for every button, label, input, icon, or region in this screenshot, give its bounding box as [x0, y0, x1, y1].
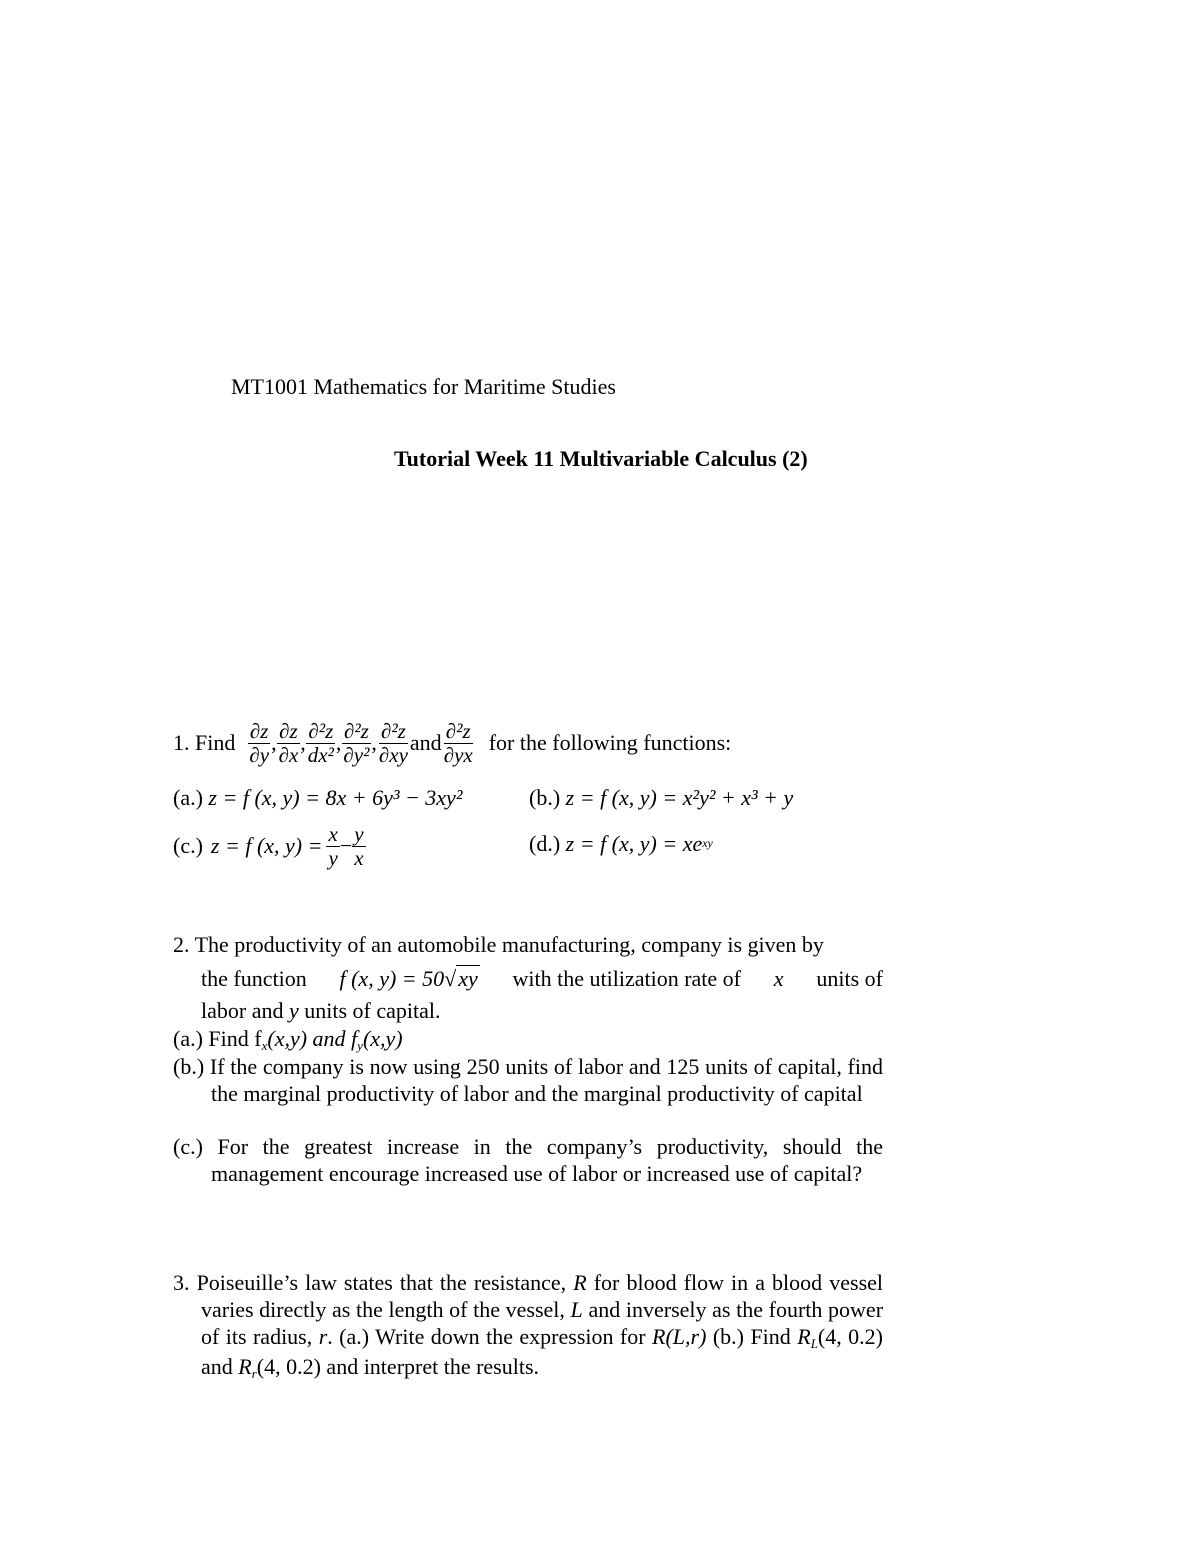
q2-part-a: (a.) Find $f_x(x,y)$ and $f_y(x,y)$ — [173, 1026, 403, 1053]
q1-part-c: (c.) z = f (x, y) = $\frac{x}{y}$ − $\frac{y}{x}$ — [173, 822, 364, 870]
q1-and: and — [409, 730, 442, 755]
q1-suffix: for the following functions: — [488, 730, 732, 755]
fraction-d2z-dxy: $\frac{\text{∂²z}}{\partial xy}$ — [378, 719, 408, 767]
course-title: MT1001 Mathematics for Maritime Studies — [231, 374, 616, 399]
page-title: Tutorial Week 11 Multivariable Calculus (2) — [394, 446, 808, 471]
q1-part-b: (b.) z = f (x, y) = x²y² + x³ + y — [529, 785, 794, 810]
fraction-d2z-dy2: $\frac{\text{∂²z}}{\text{∂y²}}$ — [343, 719, 370, 767]
question-3: 3. Poiseuille’s law states that the resistance, R for blood flow in a blood vessel varies directly as the length of the vessel, L and inversely as the fourth power of its radius, r. (a.) Write down the expression for R(L,r) (b.) Find $R_L(4$, 0.2) and $R_r(4$, 0.2) and interpret the results. — [173, 1270, 884, 1381]
q1-c-equation: z = f (x, y) = — [210, 833, 323, 858]
fraction-dz-dy: $\frac{\partial z}{\partial y}$ — [249, 719, 270, 767]
q1-b-equation: z = f (x, y) = x²y² + x³ + y — [565, 785, 794, 810]
q1-a-equation: z = f (x, y) = 8x + 6y³ − 3xy² — [208, 785, 463, 810]
question-1-intro: 1. Find $\frac{\partial z}{\partial y}$ , $\frac{\partial z}{\partial x}$ , $\frac{\text{∂²z}}{\text{dx²}}$ , $\frac{\text{∂²z}}{\text{∂y²}}$ , $\frac{\text{∂²z}}{\partial xy}$ and $\frac{\text{∂²z}}{\partial yx}$ for the following functions: — [173, 719, 732, 767]
q2-line-3: labor and y units of capital. — [201, 998, 441, 1023]
fraction-d2z-dyx: $\frac{\text{∂²z}}{\partial yx}$ — [443, 719, 473, 767]
q2-line-1: 2. The productivity of an automobile manufacturing, company is given by — [173, 932, 824, 957]
fraction-dz-dx: $\frac{\partial z}{\partial x}$ — [278, 719, 299, 767]
q2-part-b: (b.) If the company is now using 250 units of labor and 125 units of capital, find the marginal productivity of labor and the marginal productivity of capital — [173, 1054, 883, 1106]
q1-part-a: (a.) z = f (x, y) = 8x + 6y³ − 3xy² — [173, 785, 463, 810]
q2-line-2: the function f (x, y) = 50√xy with the utilization rate of x units of — [201, 966, 883, 991]
fraction-y-x: $\frac{y}{x}$ — [354, 822, 364, 870]
sqrt-xy: xy — [458, 966, 478, 991]
fraction-x-y: $\frac{x}{y}$ — [328, 822, 338, 870]
q1-prefix: 1. Find — [173, 730, 236, 755]
q1-part-d: (d.) z = f (x, $y) = xe^{xy}$ — [529, 831, 713, 856]
fraction-d2z-dx2: $\frac{\text{∂²z}}{\text{dx²}}$ — [307, 719, 334, 767]
q1-d-equation: z = f (x, y) = xe — [565, 831, 703, 856]
q2-part-c: (c.) For the greatest increase in the company’s productivity, should the management encourage increased use of labor or increased use of capital? — [173, 1134, 883, 1186]
